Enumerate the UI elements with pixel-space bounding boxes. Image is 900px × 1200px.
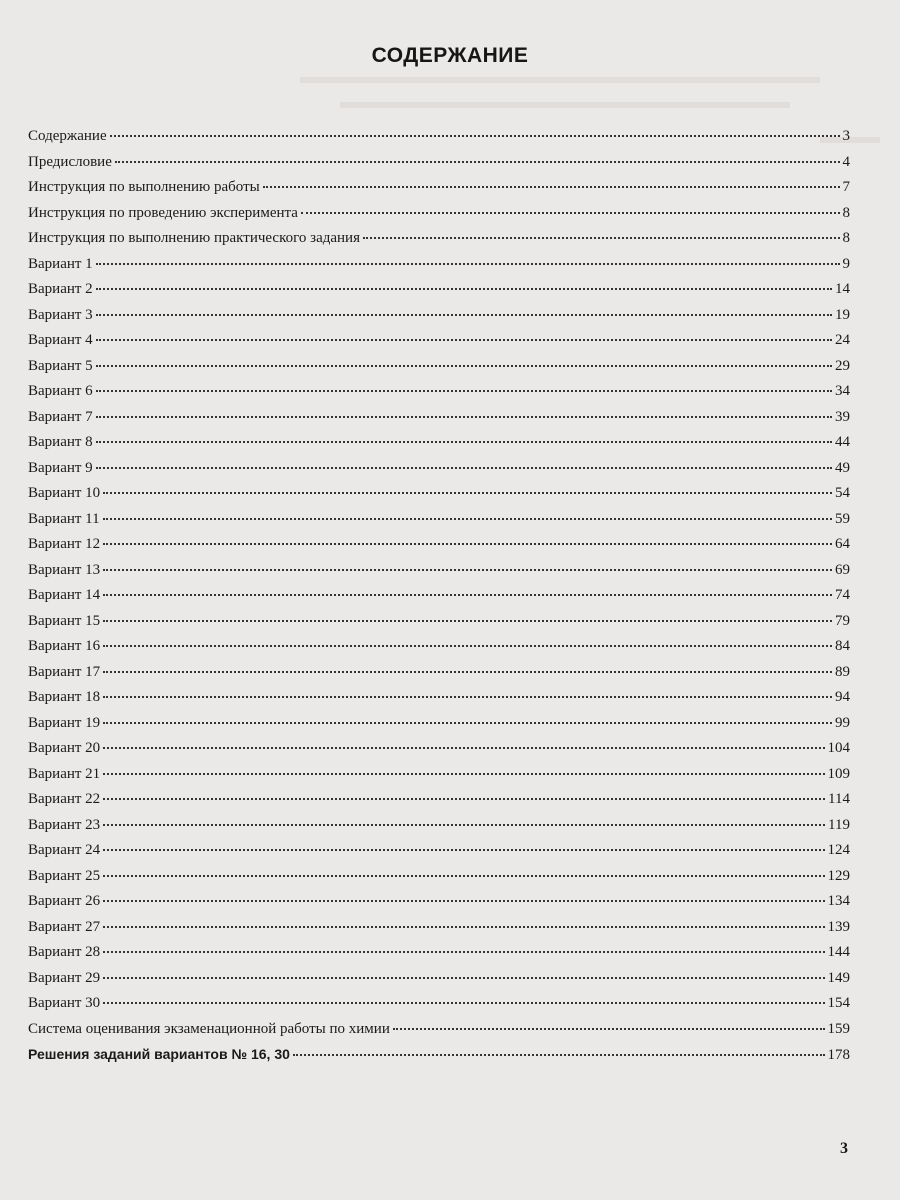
toc-entry-label: Вариант 28 [28, 944, 101, 960]
toc-leader-dots [96, 467, 832, 469]
toc-entry-label: Вариант 13 [28, 561, 101, 578]
toc-entry-label: Вариант 29 [28, 969, 101, 986]
toc-entry-page: 44 [835, 434, 850, 450]
toc-entry[interactable] [28, 817, 850, 843]
toc-entry[interactable] [28, 205, 850, 231]
toc-entry[interactable] [28, 715, 850, 741]
toc-entry-page: 4 [842, 153, 850, 170]
toc-leader-dots [96, 441, 832, 443]
toc-entry-page: 29 [835, 357, 850, 374]
toc-leader-dots [103, 492, 832, 494]
toc-leader-dots [103, 620, 832, 622]
toc-entry-page: 89 [835, 663, 850, 680]
toc-entry-page: 8 [842, 230, 850, 246]
toc-entry[interactable] [28, 332, 850, 358]
toc-leader-dots [103, 798, 825, 800]
toc-entry-label: Вариант 26 [28, 893, 101, 909]
toc-entry[interactable] [28, 358, 850, 384]
toc-entry-label: Вариант 19 [28, 714, 101, 731]
toc-entry-label: Вариант 6 [28, 383, 93, 399]
toc-entry[interactable] [28, 128, 850, 154]
toc-leader-dots [96, 365, 832, 367]
toc-leader-dots [103, 645, 832, 647]
toc-entry-label: Вариант 5 [28, 357, 93, 374]
toc-leader-dots [103, 900, 824, 902]
toc-entry-page: 49 [835, 459, 850, 476]
toc-entry-label: Вариант 22 [28, 791, 101, 807]
toc-entry-label: Вариант 4 [28, 332, 93, 348]
toc-entry-page: 109 [827, 765, 850, 782]
toc-entry[interactable] [28, 154, 850, 180]
toc-entry-page: 104 [827, 740, 850, 756]
toc-leader-dots [103, 569, 832, 571]
toc-leader-dots [103, 977, 824, 979]
toc-leader-dots [103, 722, 832, 724]
toc-entry-label: Решения заданий вариантов № 16, 30 [28, 1046, 290, 1062]
toc-entry-label: Вариант 30 [28, 995, 101, 1011]
toc-entry-label: Вариант 1 [28, 255, 93, 272]
toc-entry-label: Вариант 24 [28, 842, 101, 858]
toc-entry-label: Вариант 2 [28, 281, 93, 297]
toc-entry-page: 178 [827, 1047, 850, 1063]
toc-entry[interactable] [28, 919, 850, 945]
toc-entry[interactable] [28, 230, 850, 256]
toc-entry-label: Инструкция по выполнению практического задания [28, 230, 360, 246]
toc-entry[interactable] [28, 842, 850, 868]
toc-entry-label: Вариант 10 [28, 485, 101, 501]
toc-entry-page: 149 [827, 969, 850, 986]
toc-entry-page: 19 [835, 306, 850, 323]
toc-entry-label: Вариант 8 [28, 434, 93, 450]
toc-entry[interactable] [28, 868, 850, 894]
toc-leader-dots [103, 875, 824, 877]
toc-entry-page: 54 [835, 485, 850, 501]
toc-leader-dots [96, 288, 832, 290]
toc-leader-dots [96, 416, 832, 418]
page-number: 3 [840, 1140, 848, 1157]
toc-entry-page: 69 [835, 561, 850, 578]
page-title: СОДЕРЖАНИЕ [371, 44, 529, 67]
toc-entry[interactable] [28, 536, 850, 562]
toc-entry-page: 154 [827, 995, 850, 1011]
toc-entry-label: Вариант 25 [28, 867, 101, 884]
toc-entry[interactable] [28, 256, 850, 282]
toc-entry-page: 39 [835, 408, 850, 425]
toc-entry[interactable] [28, 740, 850, 766]
toc-entry[interactable] [28, 893, 850, 919]
toc-entry[interactable] [28, 1046, 850, 1072]
toc-entry[interactable] [28, 638, 850, 664]
toc-entry-page: 79 [835, 612, 850, 629]
toc-leader-dots [96, 390, 832, 392]
toc-entry-page: 24 [835, 332, 850, 348]
toc-entry-label: Вариант 11 [28, 510, 100, 527]
toc-entry-label: Вариант 14 [28, 587, 101, 603]
toc-entry[interactable] [28, 587, 850, 613]
toc-entry-page: 34 [835, 383, 850, 399]
toc-entry[interactable] [28, 511, 850, 537]
toc-leader-dots [103, 747, 824, 749]
toc-entry[interactable] [28, 664, 850, 690]
toc-leader-dots [293, 1054, 825, 1056]
toc-entry-label: Вариант 12 [28, 536, 101, 552]
toc-entry-label: Предисловие [28, 153, 112, 170]
toc-entry-label: Вариант 16 [28, 638, 101, 654]
toc-entry-label: Вариант 15 [28, 612, 101, 629]
toc-leader-dots [96, 263, 840, 265]
toc-entry[interactable] [28, 383, 850, 409]
toc-entry-page: 114 [828, 791, 850, 807]
toc-leader-dots [363, 237, 840, 239]
toc-entry[interactable] [28, 281, 850, 307]
toc-entry-label: Вариант 21 [28, 765, 101, 782]
toc-entry[interactable] [28, 995, 850, 1021]
toc-entry-page: 134 [827, 893, 850, 909]
toc-leader-dots [103, 773, 824, 775]
toc-leader-dots [103, 849, 824, 851]
toc-entry-page: 8 [842, 204, 850, 221]
toc-leader-dots [96, 339, 832, 341]
toc-entry[interactable] [28, 689, 850, 715]
toc-leader-dots [103, 1002, 824, 1004]
toc-leader-dots [115, 161, 840, 163]
toc-entry[interactable] [28, 944, 850, 970]
toc-leader-dots [263, 186, 840, 188]
toc-leader-dots [110, 135, 840, 137]
toc-entry-page: 84 [835, 638, 850, 654]
table-of-contents [28, 128, 850, 1072]
toc-entry[interactable] [28, 460, 850, 486]
toc-entry-label: Содержание [28, 128, 107, 144]
toc-entry-label: Вариант 7 [28, 408, 93, 425]
toc-entry-label: Вариант 17 [28, 663, 101, 680]
toc-entry-page: 124 [827, 842, 850, 858]
toc-entry-page: 119 [828, 816, 850, 833]
toc-entry-label: Инструкция по выполнению работы [28, 179, 260, 195]
toc-entry-page: 9 [842, 255, 850, 272]
toc-entry[interactable] [28, 613, 850, 639]
toc-entry-page: 64 [835, 536, 850, 552]
toc-entry[interactable] [28, 307, 850, 333]
toc-entry-page: 94 [835, 689, 850, 705]
toc-leader-dots [301, 212, 840, 214]
toc-entry[interactable] [28, 1021, 850, 1047]
toc-entry-page: 59 [835, 510, 850, 527]
toc-entry[interactable] [28, 485, 850, 511]
toc-leader-dots [103, 543, 832, 545]
toc-entry-label: Вариант 20 [28, 740, 101, 756]
toc-leader-dots [103, 926, 824, 928]
toc-entry-label: Вариант 9 [28, 459, 93, 476]
toc-entry-page: 3 [842, 128, 850, 144]
toc-leader-dots [103, 671, 832, 673]
toc-entry-page: 99 [835, 714, 850, 731]
toc-entry-label: Вариант 27 [28, 918, 101, 935]
toc-entry[interactable] [28, 562, 850, 588]
toc-entry-label: Инструкция по проведению эксперимента [28, 204, 298, 221]
toc-entry-label: Система оценивания экзаменационной работы по химии [28, 1020, 390, 1037]
toc-entry-page: 144 [827, 944, 850, 960]
toc-leader-dots [103, 696, 832, 698]
toc-entry-page: 129 [827, 867, 850, 884]
toc-entry-label: Вариант 23 [28, 816, 101, 833]
toc-entry-page: 74 [835, 587, 850, 603]
toc-entry-page: 159 [827, 1020, 850, 1037]
toc-entry-page: 139 [827, 918, 850, 935]
toc-entry[interactable] [28, 766, 850, 792]
toc-leader-dots [393, 1028, 825, 1030]
toc-entry-label: Вариант 18 [28, 689, 101, 705]
toc-entry[interactable] [28, 791, 850, 817]
toc-entry[interactable] [28, 409, 850, 435]
toc-entry-page: 7 [842, 179, 850, 195]
toc-leader-dots [103, 824, 825, 826]
toc-entry-page: 14 [835, 281, 850, 297]
toc-entry-label: Вариант 3 [28, 306, 93, 323]
toc-entry[interactable] [28, 434, 850, 460]
toc-leader-dots [103, 951, 824, 953]
toc-leader-dots [103, 518, 832, 520]
toc-leader-dots [103, 594, 832, 596]
toc-leader-dots [96, 314, 832, 316]
toc-entry[interactable] [28, 179, 850, 205]
toc-entry[interactable] [28, 970, 850, 996]
